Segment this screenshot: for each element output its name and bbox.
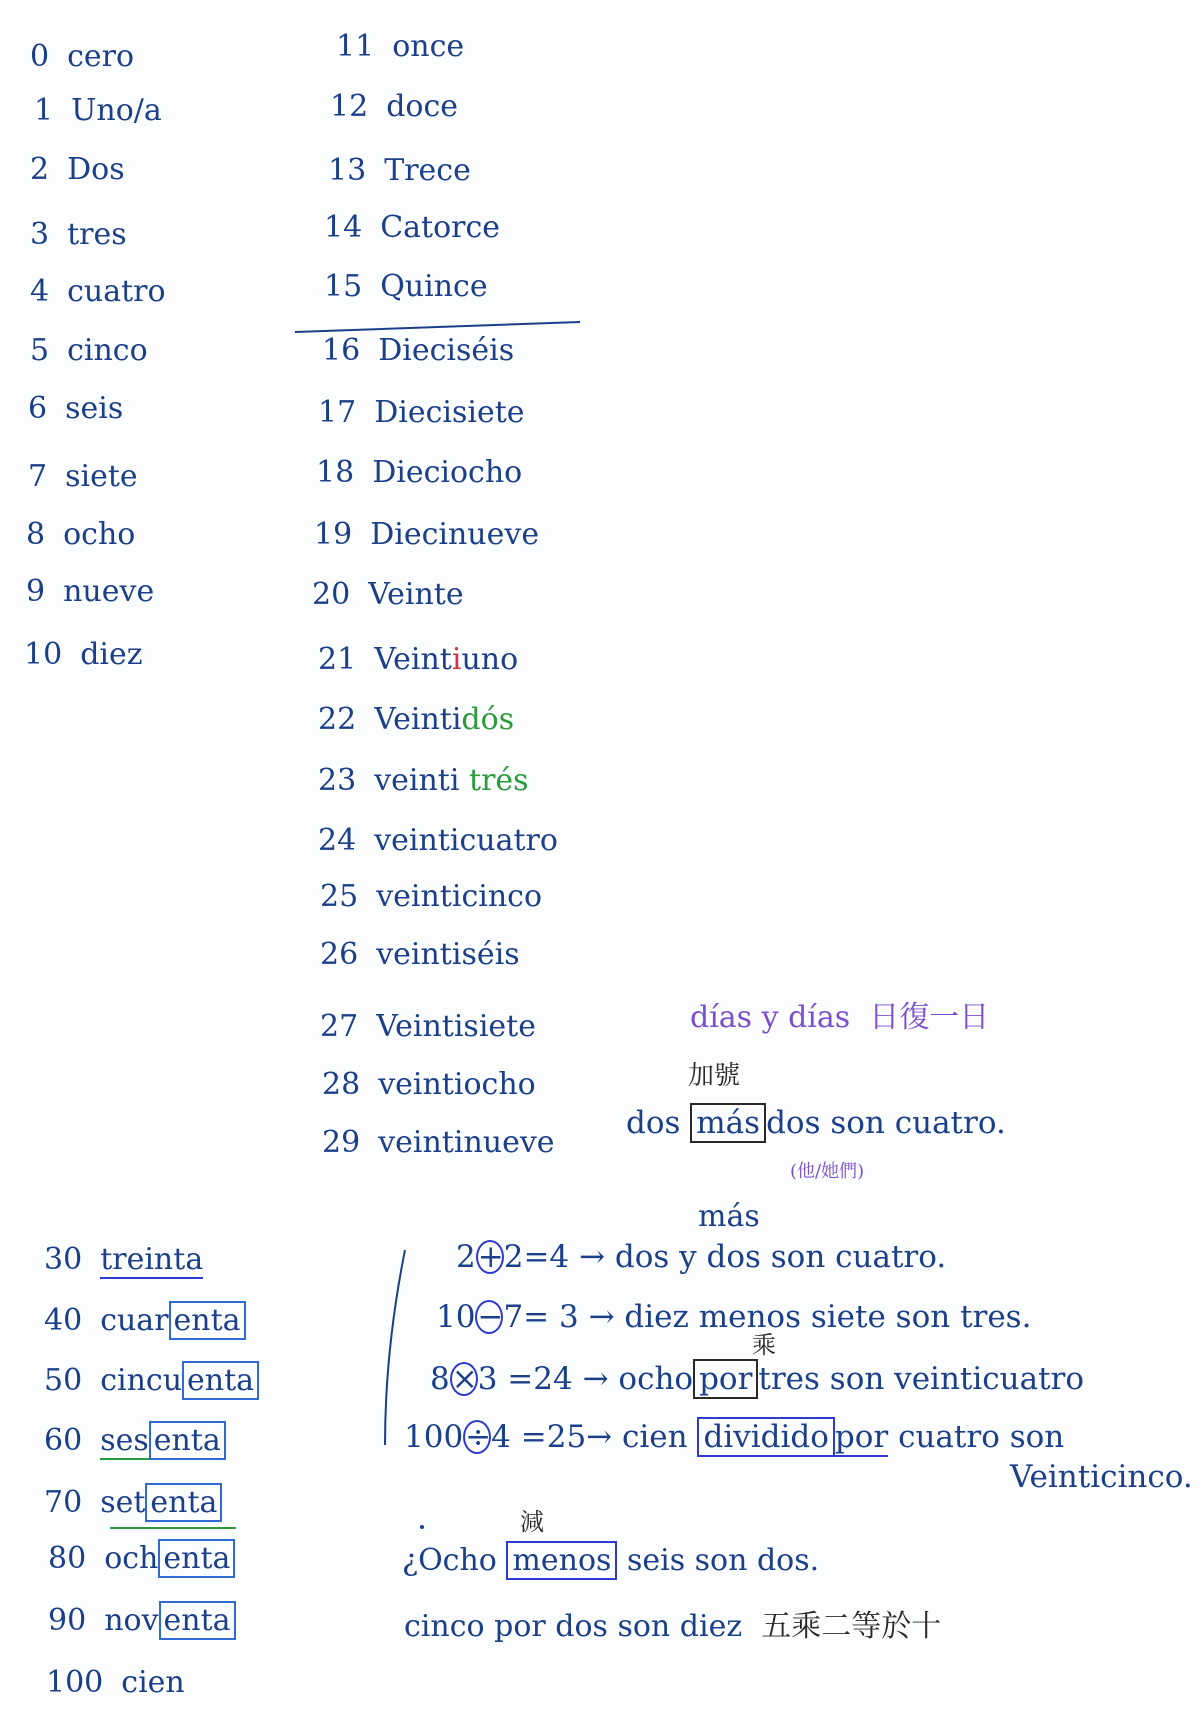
number-row: 80 och enta (48, 1544, 235, 1574)
number-row: 3 tres (30, 217, 127, 252)
number-row: 21 Veintiuno (318, 642, 519, 677)
number-row: 13 Trece (328, 153, 471, 188)
number-row: 19 Diecinueve (314, 517, 540, 552)
equation-divide: 100÷4 =25→ cien dividido por cuatro son (404, 1419, 1065, 1455)
number-row: 25 veinticinco (320, 879, 543, 914)
number-row: 2 Dos (30, 152, 125, 187)
number-row: 17 Diecisiete (318, 395, 525, 430)
number-row: 26 veintiséis (320, 937, 520, 972)
number-row: 14 Catorce (324, 210, 501, 245)
number-row: 15 Quince (324, 269, 488, 304)
number-row: 100 cien (46, 1665, 185, 1700)
equation-subtract: 10−7= 3 → diez menos siete son tres. (436, 1299, 1032, 1335)
number-row: 20 Veinte (312, 577, 464, 612)
number-row: 11 once (336, 29, 465, 64)
number-row: 0 cero (30, 39, 135, 74)
number-row: 24 veinticuatro (318, 823, 558, 858)
suffix-underline: treinta (100, 1242, 204, 1277)
equation-add: 2+2=4 → dos y dos son cuatro. (456, 1239, 947, 1275)
number-row: 28 veintiocho (322, 1067, 536, 1102)
divider-line (295, 322, 580, 332)
cheng-note: 乘 (752, 1331, 776, 1359)
number-row: 90 nov enta (48, 1606, 236, 1636)
number-row: 18 Dieciocho (316, 455, 523, 490)
ta-note: (他/她們) (790, 1161, 865, 1182)
ocho-menos-line: ¿Ocho menos seis son dos. (402, 1543, 820, 1578)
number-row: 16 Dieciséis (322, 333, 515, 368)
number-row: 29 veintinueve (322, 1125, 555, 1160)
number-row: 27 Veintisiete (320, 1009, 536, 1044)
dot-mark (420, 1525, 424, 1529)
dos-mas-line: dos más dos son cuatro. (626, 1105, 1006, 1141)
mas-above-note: más (698, 1199, 760, 1234)
bracket-line (385, 1250, 405, 1445)
number-row: 70 set enta (44, 1488, 222, 1518)
number-row: 10 diez (24, 637, 143, 672)
number-row: 6 seis (28, 391, 124, 426)
number-row: 5 cinco (30, 333, 148, 368)
number-row: 8 ocho (26, 517, 136, 552)
number-row: 9 nueve (26, 574, 155, 609)
jian-note: 減 (520, 1508, 544, 1536)
cinco-line: cinco por dos son diez 五乘二等於十 (404, 1609, 942, 1644)
number-row: 12 doce (330, 89, 459, 124)
number-row: 4 cuatro (30, 274, 166, 309)
equation-divide-continued: Veinticinco. (1010, 1459, 1193, 1495)
number-row: 7 siete (28, 459, 138, 494)
dias-note: días y días 日復一日 (690, 1000, 990, 1035)
number-row: 40 cuar enta (44, 1306, 246, 1336)
number-row: 50 cincu enta (44, 1366, 259, 1396)
number-row: 30 treinta (44, 1242, 204, 1277)
jiahao-note: 加號 (688, 1061, 741, 1091)
number-row: 60 ses enta (44, 1426, 226, 1456)
number-row: 22 Veintidós (318, 702, 515, 737)
number-row: 1 Uno/a (34, 93, 162, 128)
number-row: 23 veinti trés (318, 763, 529, 798)
equation-multiply: 8×3 =24 → ocho por tres son veinticuatro (430, 1361, 1085, 1397)
